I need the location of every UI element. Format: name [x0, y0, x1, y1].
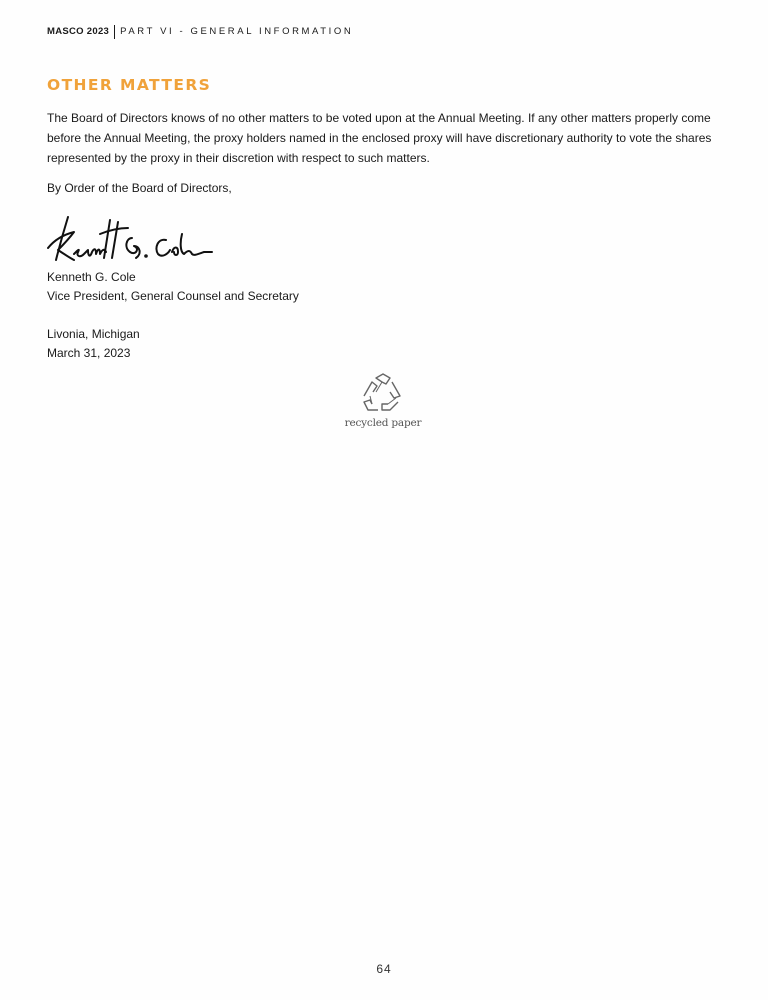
- page-number: 64: [376, 962, 392, 976]
- recycled-paper-logo: [338, 372, 428, 429]
- body-paragraph: The Board of Directors knows of no other matters to be voted upon at the Annual Meeting. If any other matters properly come before the Annual Meeting, the proxy holders named in the enclosed proxy will have discretionary authority to vote the shares represented by the proxy in their discretion with respect to such matters.: [47, 111, 712, 165]
- recycled-paper-label: recycled paper: [344, 417, 422, 429]
- running-header: [47, 25, 353, 39]
- signature-image: [44, 212, 214, 268]
- header-divider: [114, 25, 115, 39]
- recycle-icon: [360, 372, 406, 414]
- signer-title: Vice President, General Counsel and Secretary: [47, 289, 299, 303]
- location-city: Livonia, Michigan: [47, 327, 140, 341]
- header-section: PART VI - GENERAL INFORMATION: [120, 26, 354, 37]
- place-date-block: [47, 325, 140, 363]
- closing-line: By Order of the Board of Directors,: [47, 181, 232, 195]
- document-date: March 31, 2023: [47, 346, 131, 360]
- signer-block: [47, 268, 299, 306]
- signer-name: Kenneth G. Cole: [47, 270, 136, 284]
- section-title: OTHER MATTERS: [47, 76, 212, 94]
- header-brand: MASCO 2023: [47, 26, 110, 37]
